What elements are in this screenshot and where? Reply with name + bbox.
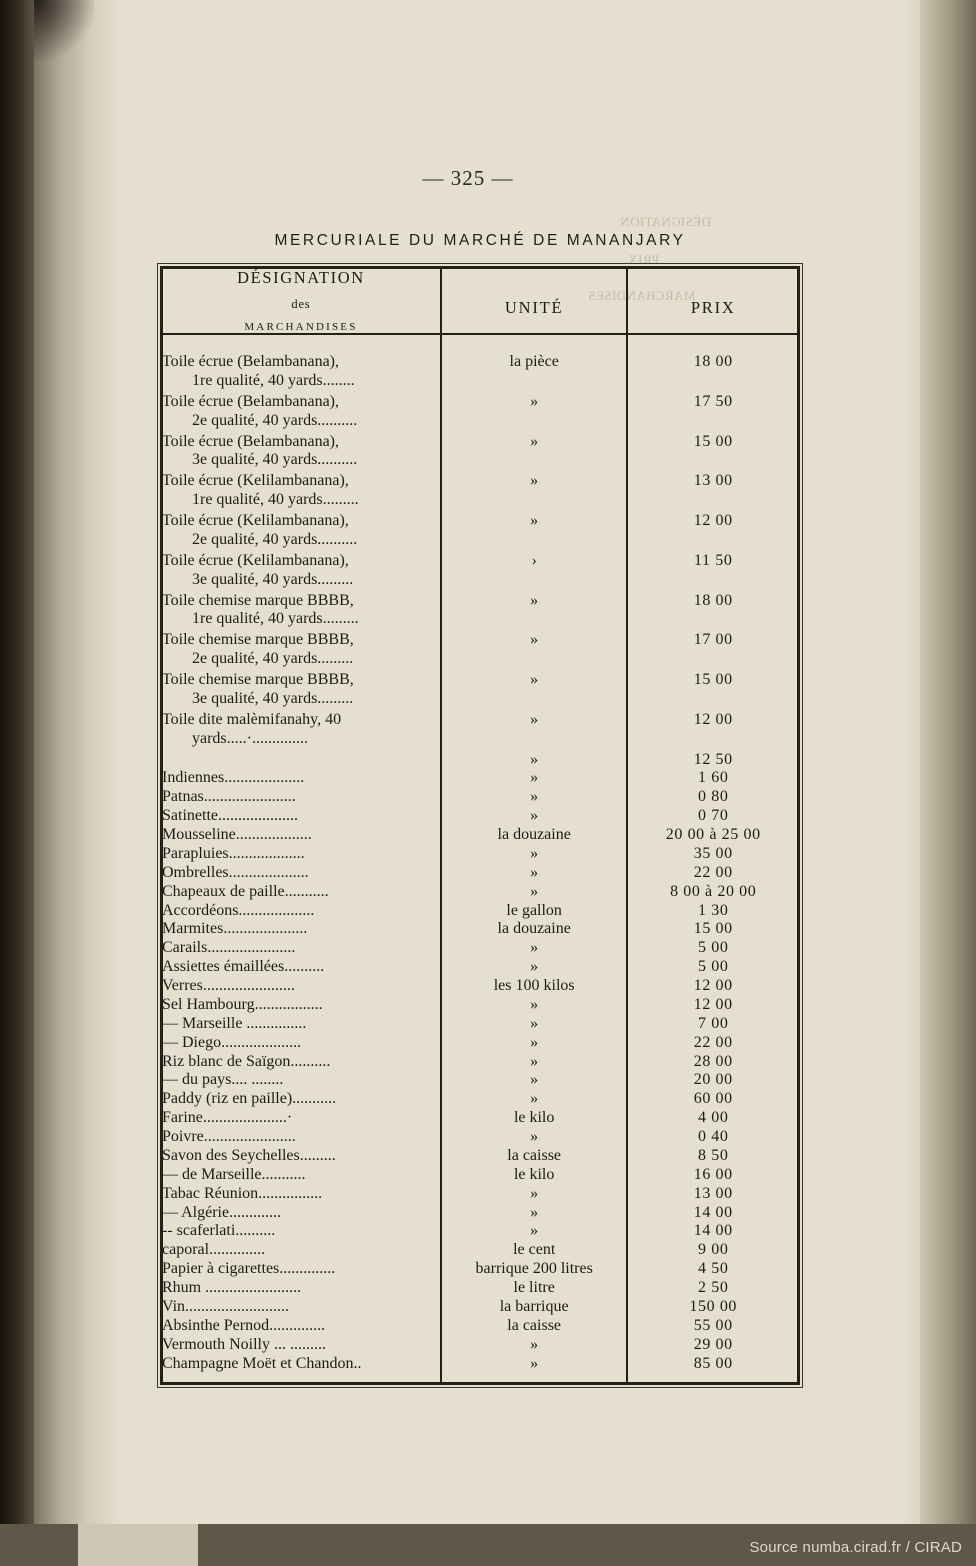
cell-price: 85 00 [627, 1355, 798, 1374]
cell-unit: › [441, 552, 628, 592]
cell-price: 12 00 [627, 996, 798, 1015]
designation-line-1: — Diego.................... [162, 1033, 302, 1051]
cell-designation [162, 1204, 441, 1223]
cell-price: 14 00 [627, 1222, 798, 1241]
cell-designation [162, 977, 441, 996]
cell-price: 15 00 [627, 920, 798, 939]
cell-unit: » [441, 845, 628, 864]
cell-price: 20 00 [627, 1071, 798, 1090]
designation-line-1: Rhum ........................ [162, 1279, 302, 1296]
cell-price: 12 00 [627, 977, 798, 996]
cell-designation [162, 353, 441, 393]
cell-price: 5 00 [627, 958, 798, 977]
designation-line-1: Toile écrue (Belambanana), [162, 432, 340, 450]
designation-line-1: Toile écrue (Kelilambanana), [162, 512, 349, 529]
cell-price: 18 00 [627, 353, 798, 393]
page-right-edge [920, 0, 976, 1566]
cell-price: 150 00 [627, 1298, 798, 1317]
table-row [162, 353, 798, 393]
table-row [162, 788, 798, 807]
cell-designation [162, 671, 441, 711]
cell-unit: » [441, 996, 628, 1015]
header-designation-label: DÉSIGNATION [237, 268, 365, 287]
table-row [162, 1204, 798, 1223]
table-row [162, 1317, 798, 1336]
cell-price: 0 40 [627, 1128, 798, 1147]
cell-unit: » [441, 1090, 628, 1109]
table-row [162, 671, 798, 711]
cell-unit: » [441, 1128, 628, 1147]
cell-price: 11 50 [627, 552, 798, 592]
cell-designation [162, 883, 441, 902]
table-header [162, 268, 798, 334]
cell-price: 8 00 à 20 00 [627, 883, 798, 902]
table-row [162, 393, 798, 433]
cell-designation [162, 902, 441, 921]
cell-designation [162, 1355, 441, 1374]
cell-designation [162, 393, 441, 433]
cell-price: 8 50 [627, 1147, 798, 1166]
cell-designation [162, 711, 441, 751]
designation-line-1: — Marseille ............... [162, 1014, 307, 1032]
designation-line-1: Toile écrue (Belambanana), [162, 392, 340, 410]
table-row [162, 769, 798, 788]
page-number: — 325 — [422, 166, 514, 190]
designation-line-1: Toile chemise marque BBBB, [162, 631, 354, 649]
designation-line-1: Accordéons................... [162, 901, 315, 919]
cell-unit: la douzaine [441, 920, 628, 939]
cell-unit: la caisse [441, 1147, 628, 1166]
cell-price: 20 00 à 25 00 [627, 826, 798, 845]
cell-designation [162, 1222, 441, 1241]
designation-line-1: Tabac Réunion................ [162, 1184, 323, 1202]
table-row [162, 433, 798, 473]
book-spine-shadow [0, 0, 34, 1566]
designation-line-1: Patnas....................... [162, 788, 296, 806]
cell-price: 13 00 [627, 1185, 798, 1204]
table-row [162, 1298, 798, 1317]
cell-unit: » [441, 1222, 628, 1241]
table-row [162, 552, 798, 592]
cell-designation [162, 1279, 441, 1298]
cell-designation [162, 1147, 441, 1166]
table-row [162, 807, 798, 826]
cell-unit: le gallon [441, 902, 628, 921]
cell-designation [162, 751, 441, 770]
header-marchandises-label: MARCHANDISES [244, 321, 358, 333]
cell-designation [162, 920, 441, 939]
cell-unit: » [441, 1015, 628, 1034]
table-row [162, 958, 798, 977]
designation-line-1: Savon des Seychelles......... [162, 1146, 336, 1164]
cell-designation [162, 807, 441, 826]
body-spacer-row-bottom [162, 1373, 798, 1383]
cell-unit: » [441, 631, 628, 671]
table-row [162, 751, 798, 770]
cell-price: 15 00 [627, 671, 798, 711]
cell-designation [162, 845, 441, 864]
cell-unit: » [441, 1336, 628, 1355]
cell-price: 0 80 [627, 788, 798, 807]
cell-designation [162, 826, 441, 845]
designation-line-1: Toile chemise marque BBBB, [162, 591, 354, 609]
cell-unit: » [441, 864, 628, 883]
table-row [162, 1336, 798, 1355]
cell-unit: le litre [441, 1279, 628, 1298]
cell-unit: le kilo [441, 1166, 628, 1185]
book-gutter-edge [34, 0, 86, 1566]
designation-line-1: Champagne Moët et Chandon.. [162, 1354, 362, 1372]
cell-price: 1 60 [627, 769, 798, 788]
cell-price: 60 00 [627, 1090, 798, 1109]
body-spacer-row [162, 334, 798, 353]
cell-designation [162, 1241, 441, 1260]
cell-price: 2 50 [627, 1279, 798, 1298]
cell-designation [162, 552, 441, 592]
cell-designation [162, 1090, 441, 1109]
table-row [162, 1279, 798, 1298]
table-row [162, 1034, 798, 1053]
designation-line-1: Mousseline................... [162, 826, 312, 843]
table-row [162, 631, 798, 671]
cell-unit: le cent [441, 1241, 628, 1260]
cell-price: 12 00 [627, 512, 798, 552]
table-body [162, 334, 798, 1383]
cell-price: 12 50 [627, 751, 798, 770]
cell-unit: » [441, 769, 628, 788]
cell-unit: » [441, 433, 628, 473]
cell-designation [162, 1053, 441, 1072]
table-row [162, 920, 798, 939]
cell-price: 22 00 [627, 864, 798, 883]
cell-designation [162, 1336, 441, 1355]
cell-designation [162, 592, 441, 632]
cell-price: 17 50 [627, 393, 798, 433]
cell-unit: » [441, 1034, 628, 1053]
cell-price: 9 00 [627, 1241, 798, 1260]
designation-line-1: Ombrelles.................... [162, 863, 309, 881]
designation-line-1: Toile écrue (Kelilambanana), [162, 551, 349, 569]
table-row [162, 592, 798, 632]
designation-line-1: -- scaferlati.......... [162, 1222, 276, 1240]
table-row [162, 472, 798, 512]
mercuriale-block [160, 210, 800, 1385]
table-frame [160, 266, 800, 1385]
designation-line-1: Assiettes émaillées.......... [162, 958, 325, 976]
designation-line-1: Toile dite malèmifanahy, 40 [162, 710, 342, 728]
designation-line-1: Paddy (riz en paille)........... [162, 1090, 337, 1108]
cell-unit: » [441, 807, 628, 826]
cell-price: 14 00 [627, 1204, 798, 1223]
designation-line-1: Vermouth Noilly ... ......... [162, 1335, 326, 1353]
cell-designation [162, 433, 441, 473]
designation-line-2: 2e qualité, 40 yards.......... [192, 530, 358, 548]
designation-line-2: 1re qualité, 40 yards........ [192, 371, 355, 389]
header-unite [441, 268, 628, 334]
designation-line-2: 3e qualité, 40 yards.......... [192, 451, 358, 469]
cell-price: 29 00 [627, 1336, 798, 1355]
cell-price: 1 30 [627, 902, 798, 921]
table-row [162, 939, 798, 958]
designation-line-1: Papier à cigarettes.............. [162, 1260, 336, 1278]
table-row [162, 1260, 798, 1279]
table-caption: MERCURIALE DU MARCHÉ DE MANANJARY [274, 232, 686, 249]
bleed-through-prix: PRIX [628, 252, 660, 267]
designation-line-2: yards.....·.............. [192, 729, 308, 747]
cell-price: 5 00 [627, 939, 798, 958]
designation-line-1: — de Marseille........... [162, 1165, 306, 1183]
cell-unit: la pièce [441, 353, 628, 393]
cell-unit: » [441, 472, 628, 512]
designation-line-1: Marmites..................... [162, 920, 308, 938]
table-row [162, 711, 798, 751]
designation-line-2: 2e qualité, 40 yards.......... [192, 411, 358, 429]
cell-unit: la douzaine [441, 826, 628, 845]
table-row [162, 1166, 798, 1185]
cell-price: 13 00 [627, 472, 798, 512]
table-row [162, 826, 798, 845]
table-row [162, 1355, 798, 1374]
cell-price: 4 00 [627, 1109, 798, 1128]
cell-price: 7 00 [627, 1015, 798, 1034]
cell-designation [162, 1298, 441, 1317]
header-unite-label: UNITÉ [504, 298, 564, 317]
cell-designation [162, 788, 441, 807]
cell-unit: » [441, 1053, 628, 1072]
mercuriale-table [162, 268, 798, 1383]
cell-price: 35 00 [627, 845, 798, 864]
designation-line-1: Toile écrue (Kelilambanana), [162, 472, 349, 490]
table-row [162, 1109, 798, 1128]
cell-price: 55 00 [627, 1317, 798, 1336]
designation-line-1: Sel Hambourg................. [162, 995, 323, 1013]
designation-line-1: Parapluies................... [162, 844, 305, 862]
designation-line-1: Carails...................... [162, 939, 296, 957]
cell-unit: » [441, 958, 628, 977]
designation-line-1: Farine.....................· [162, 1109, 293, 1127]
bleed-through-marchandises: MARCHANDISES [588, 288, 696, 303]
cell-designation [162, 1166, 441, 1185]
cell-unit: » [441, 711, 628, 751]
cell-price: 22 00 [627, 1034, 798, 1053]
cell-designation [162, 1034, 441, 1053]
designation-line-1: Vin.......................... [162, 1297, 290, 1315]
cell-designation [162, 1260, 441, 1279]
cell-designation [162, 472, 441, 512]
cell-unit: » [441, 393, 628, 433]
cell-price: 15 00 [627, 433, 798, 473]
cell-designation [162, 996, 441, 1015]
cell-unit: » [441, 1204, 628, 1223]
scan-bottom-white-block [78, 1524, 198, 1566]
cell-designation [162, 1015, 441, 1034]
cell-designation [162, 769, 441, 788]
designation-line-2: 3e qualité, 40 yards......... [192, 689, 354, 707]
table-row [162, 902, 798, 921]
cell-price: 28 00 [627, 1053, 798, 1072]
source-credit: Source numba.cirad.fr / CIRAD [749, 1539, 962, 1556]
corner-shadow [34, 0, 94, 60]
cell-unit: » [441, 1071, 628, 1090]
cell-price: 18 00 [627, 592, 798, 632]
designation-line-1: caporal.............. [162, 1241, 266, 1259]
table-row [162, 1241, 798, 1260]
cell-unit: le kilo [441, 1109, 628, 1128]
designation-line-1: Toile écrue (Belambanana), [162, 353, 340, 370]
cell-unit: » [441, 1355, 628, 1374]
designation-line-1: Chapeaux de paille........... [162, 882, 329, 900]
cell-designation [162, 1317, 441, 1336]
cell-designation [162, 631, 441, 671]
cell-unit: » [441, 883, 628, 902]
bleed-through-title: DÉSIGNATION [620, 214, 712, 229]
cell-unit: » [441, 671, 628, 711]
table-row [162, 512, 798, 552]
cell-unit: » [441, 512, 628, 552]
table-row [162, 996, 798, 1015]
cell-designation [162, 1128, 441, 1147]
designation-line-2: 1re qualité, 40 yards......... [192, 491, 359, 509]
cell-price: 4 50 [627, 1260, 798, 1279]
cell-unit: » [441, 788, 628, 807]
table-row [162, 883, 798, 902]
cell-unit: la barrique [441, 1298, 628, 1317]
cell-unit: les 100 kilos [441, 977, 628, 996]
cell-unit: » [441, 592, 628, 632]
cell-price: 16 00 [627, 1166, 798, 1185]
header-designation [162, 268, 441, 334]
cell-designation [162, 1071, 441, 1090]
designation-line-2: 2e qualité, 40 yards......... [192, 650, 354, 668]
table-row [162, 1015, 798, 1034]
designation-line-1: — Algérie............. [162, 1203, 282, 1221]
designation-line-1: Poivre....................... [162, 1128, 296, 1145]
table-row [162, 977, 798, 996]
table-row [162, 845, 798, 864]
designation-line-1: Absinthe Pernod.............. [162, 1316, 326, 1334]
table-row [162, 1053, 798, 1072]
cell-unit: » [441, 1185, 628, 1204]
designation-line-1: Verres....................... [162, 977, 295, 994]
designation-line-1: Toile chemise marque BBBB, [162, 671, 354, 688]
designation-line-1: — du pays.... ........ [162, 1071, 284, 1089]
table-row [162, 1185, 798, 1204]
table-row [162, 1128, 798, 1147]
table-row [162, 1071, 798, 1090]
cell-designation [162, 864, 441, 883]
table-row [162, 1090, 798, 1109]
designation-line-2: 1re qualité, 40 yards......... [192, 610, 359, 628]
table-row [162, 864, 798, 883]
cell-designation [162, 1185, 441, 1204]
cell-unit: la caisse [441, 1317, 628, 1336]
cell-price: 0 70 [627, 807, 798, 826]
cell-designation [162, 939, 441, 958]
designation-line-2: 3e qualité, 40 yards......... [192, 570, 354, 588]
table-row [162, 1222, 798, 1241]
header-prix [627, 268, 798, 334]
cell-price: 12 00 [627, 711, 798, 751]
table-row [162, 1147, 798, 1166]
header-prix-label: PRIX [690, 298, 736, 317]
header-des-label: des [291, 297, 311, 311]
cell-unit: » [441, 939, 628, 958]
designation-line-1: Indiennes.................... [162, 769, 305, 787]
cell-unit: barrique 200 litres [441, 1260, 628, 1279]
cell-designation [162, 512, 441, 552]
cell-designation [162, 1109, 441, 1128]
cell-unit: » [441, 751, 628, 770]
designation-line-1: Satinette.................... [162, 807, 298, 825]
cell-price: 17 00 [627, 631, 798, 671]
designation-line-1: Riz blanc de Saïgon.......... [162, 1052, 331, 1070]
cell-designation [162, 958, 441, 977]
